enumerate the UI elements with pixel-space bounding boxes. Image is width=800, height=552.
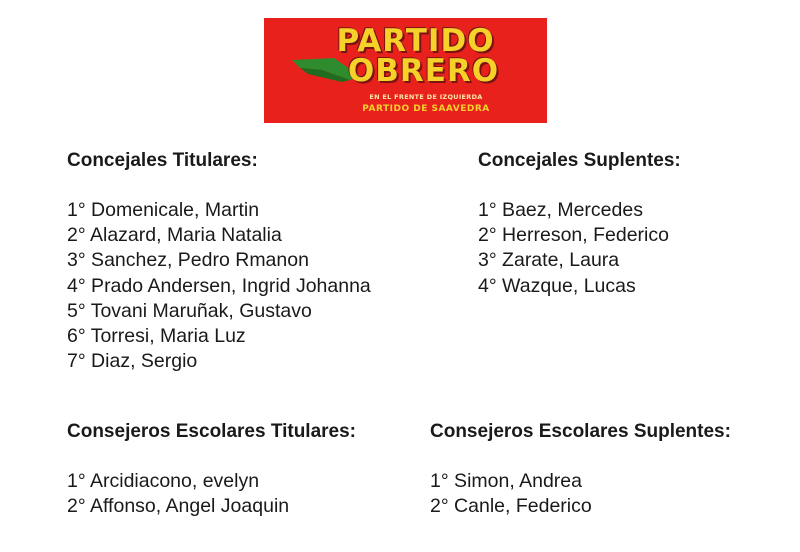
list-item: 4° Prado Andersen, Ingrid Johanna: [67, 274, 371, 297]
heading-concejales-suplentes: Concejales Suplentes:: [478, 150, 681, 171]
list-consejeros-titulares: [67, 469, 289, 519]
partido-obrero-logo: [264, 18, 547, 123]
logo-subtitle-frente: EN EL FRENTE DE IZQUIERDA: [369, 93, 483, 101]
list-item: 2° Canle, Federico: [430, 495, 592, 518]
list-item: 1° Arcidiacono, evelyn: [67, 470, 260, 492]
list-item: 2° Affonso, Angel Joaquin: [67, 495, 290, 518]
heading-consejeros-titulares: Consejeros Escolares Titulares:: [67, 421, 356, 442]
list-item: 5° Tovani Maruñak, Gustavo: [67, 299, 312, 322]
logo-subtitle-saavedra: PARTIDO DE SAAVEDRA: [362, 104, 490, 114]
logo-word-obrero: OBRERO: [347, 53, 500, 89]
heading-consejeros-suplentes: Consejeros Escolares Suplentes:: [430, 421, 731, 442]
list-item: 4° Wazque, Lucas: [478, 274, 636, 297]
list-item: 1° Simon, Andrea: [430, 470, 582, 492]
list-item: 3° Zarate, Laura: [478, 249, 620, 272]
heading-concejales-titulares: Concejales Titulares:: [67, 150, 258, 171]
list-item: 2° Alazard, Maria Natalia: [67, 224, 282, 247]
list-consejeros-suplentes: [430, 469, 592, 519]
list-item: 1° Domenicale, Martin: [67, 199, 260, 221]
list-item: 3° Sanchez, Pedro Rmanon: [67, 249, 309, 272]
list-item: 2° Herreson, Federico: [478, 224, 669, 247]
list-concejales-suplentes: [478, 198, 669, 299]
logo-word-partido: PARTIDO: [336, 23, 495, 59]
list-item: 1° Baez, Mercedes: [478, 199, 643, 221]
list-concejales-titulares: [67, 198, 371, 374]
list-item: 7° Diaz, Sergio: [67, 350, 198, 373]
list-item: 6° Torresi, Maria Luz: [67, 325, 246, 348]
